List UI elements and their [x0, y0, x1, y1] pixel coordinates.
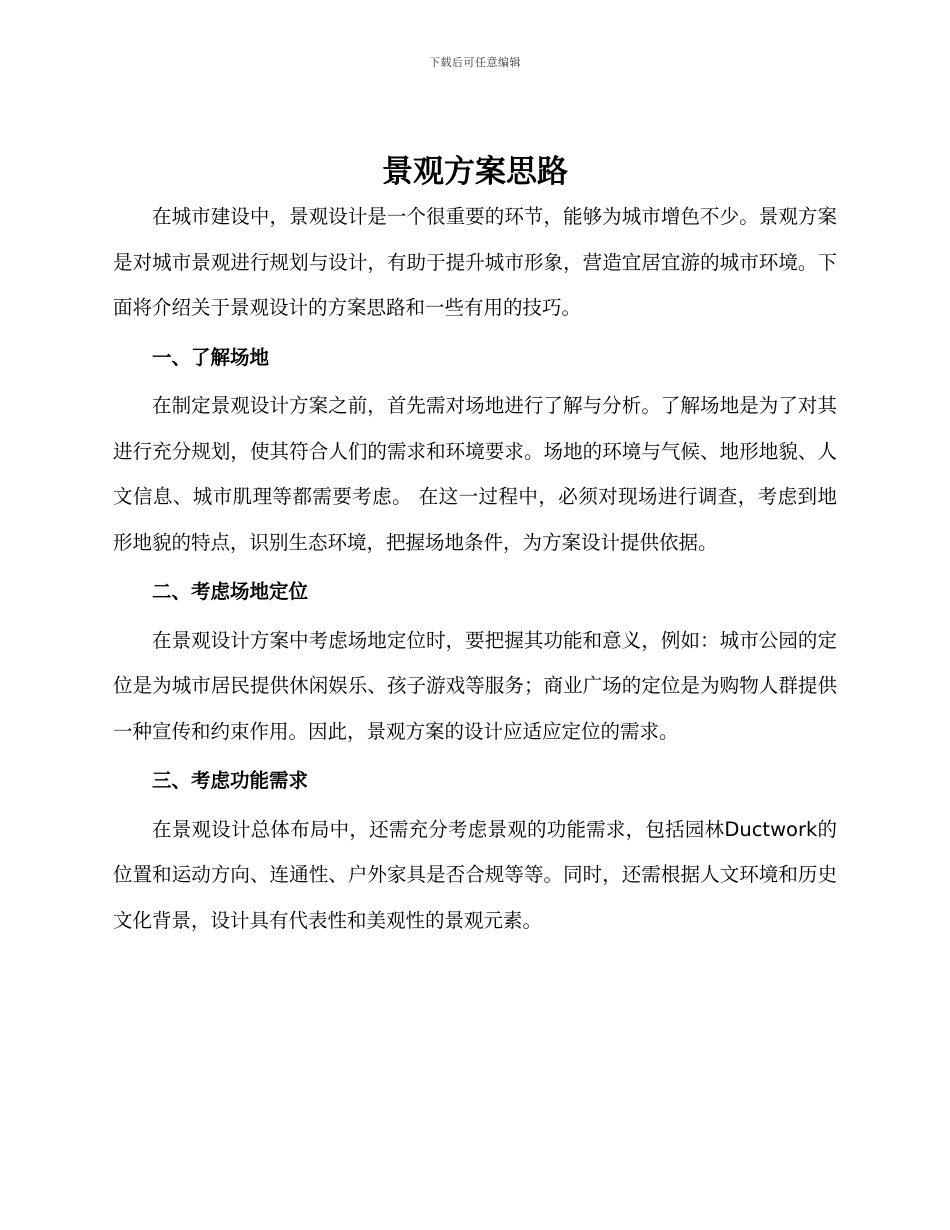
document-body [113, 150, 837, 943]
page-header-note: 下载后可任意编辑 [429, 56, 521, 69]
section-heading-site: 一、了解场地 [152, 345, 270, 369]
section-body-site: 在制定景观设计方案之前，首先需对场地进行了解与分析。了解场地是为了对其进行充分规划，使其符合人们的需求和环境要求。场地的环境与气候、地形地貌、人文信息、城市肌理等都需要考虑。 在这一过程中，必须对现场进行调查，考虑到地形地貌的特点，识别生态环境，把握场地条件，为方案设计提供依据。 [113, 394, 837, 554]
section-heading-function: 三、考虑功能需求 [152, 769, 309, 792]
intro-paragraph: 在城市建设中，景观设计是一个很重要的环节，能够为城市增色不少。景观方案是对城市景观进行规划与设计，有助于提升城市形象，营造宜居宜游的城市环境。下面将介绍关于景观设计的方案思路和一些有用的技巧。 [113, 205, 837, 319]
section-body-function: 在景观设计总体布局中，还需充分考虑景观的功能需求，包括园林Ductwork的位置和运动方向、连通性、户外家具是否合规等等。同时，还需根据人文环境和历史文化背景，设计具有代表性和美观性的景观元素。 [113, 817, 837, 932]
document-title: 景观方案思路 [382, 154, 568, 190]
section-body-positioning: 在景观设计方案中考虑场地定位时，要把握其功能和意义，例如：城市公园的定位是为城市居民提供休闲娱乐、孩子游戏等服务；商业广场的定位是为购物人群提供一种宣传和约束作用。因此，景观方案的设计应适应定位的需求。 [113, 628, 837, 743]
section-heading-positioning: 二、考虑场地定位 [152, 580, 309, 603]
